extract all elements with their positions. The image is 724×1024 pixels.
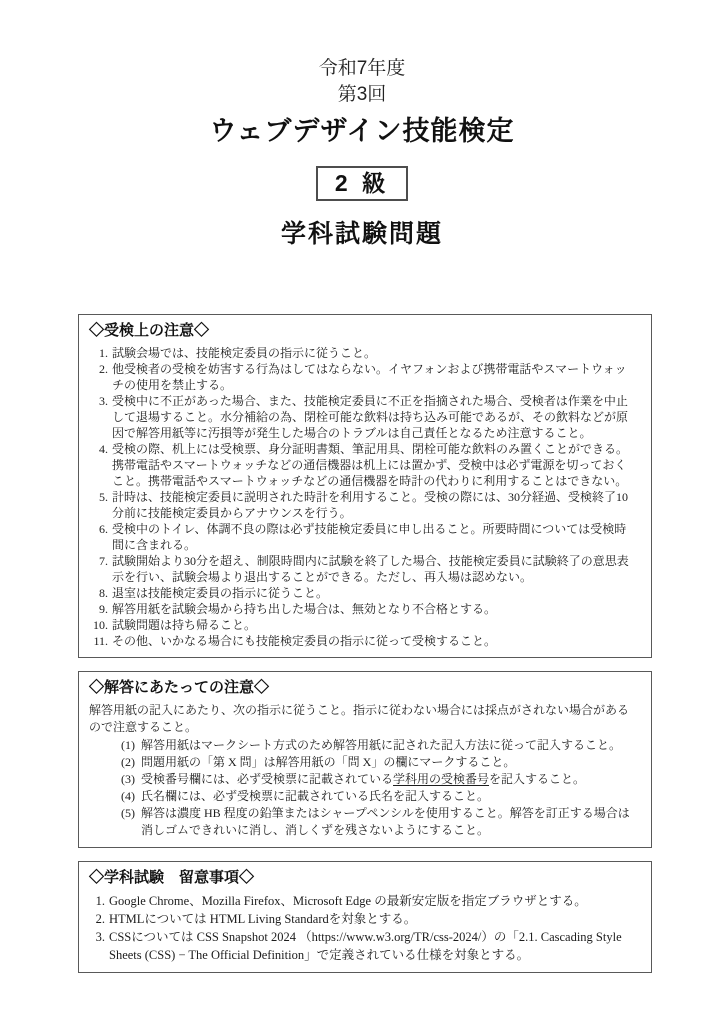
item-number: (5) [121, 806, 135, 820]
item-text: 試験開始より30分を超え、制限時間内に試験を終了した場合、技能検定委員に試験終了の意思表示を行い、試験会場より退出することができる。ただし、再入場は認めない。 [112, 554, 629, 584]
notice-exam-item-11 [89, 633, 637, 649]
grade-badge: 2 級 [316, 166, 408, 201]
item-text: その他、いかなる場合にも技能検定委員の指示に従って受検すること。 [112, 634, 497, 648]
item-number: (2) [121, 755, 135, 769]
item-text: 問題用紙の「第 X 問」は解答用紙の「問 X」の欄にマークすること。 [141, 755, 516, 769]
notice-answer-item-4 [113, 788, 637, 805]
notice-exam-box [78, 314, 652, 658]
item-number: 10. [93, 618, 108, 632]
item-text: CSSについては CSS Snapshot 2024 （https://www.w3.org/TR/css-2024/）の「2.1. Cascading Style Sheets (CSS) − The Official Definition」で定義されている仕様を対象とする。 [109, 930, 622, 962]
notice-written-item-3 [89, 928, 637, 964]
item-number: 11. [93, 634, 108, 648]
notice-answer-heading: ◇解答にあたっての注意◇ [89, 679, 270, 696]
item-text-pre: 受検番号欄には、必ず受検票に記載されている [141, 772, 394, 786]
item-number: 6. [99, 522, 108, 536]
item-number: (1) [121, 738, 135, 752]
item-text-post: を記入すること。 [489, 772, 586, 786]
title-exam-name: ウェブデザイン技能検定 [209, 116, 515, 146]
item-number: 4. [99, 442, 108, 456]
item-text: 計時は、技能検定委員に説明された時計を利用すること。受検の際には、30分経過、受検終了10分前に技能検定委員からアナウンスを行う。 [112, 490, 629, 520]
item-text: 退室は技能検定委員の指示に従うこと。 [112, 586, 329, 600]
notice-exam-item-1 [89, 345, 637, 361]
notice-written-heading: ◇学科試験 留意事項◇ [89, 869, 255, 886]
item-text: 氏名欄には、必ず受検票に記載されている氏名を記入すること。 [141, 789, 490, 803]
notice-answer-item-1 [113, 737, 637, 754]
item-text: Google Chrome、Mozilla Firefox、Microsoft Edge の最新安定版を指定ブラウザとする。 [109, 894, 587, 908]
item-text: HTMLについては HTML Living Standardを対象とする。 [109, 912, 417, 926]
item-number: 2. [95, 912, 105, 926]
notice-exam-item-6 [89, 521, 637, 553]
item-text [141, 771, 637, 788]
item-number: 1. [99, 346, 108, 360]
notice-answer-box [78, 671, 652, 848]
notice-answer-item-5 [113, 805, 637, 839]
item-number: 1. [95, 894, 105, 908]
item-text: 受検中に不正があった場合、また、技能検定委員に不正を指摘された場合、受検者は作業を中止して退場すること。水分補給の為、閉栓可能な飲料は持ち込み可能であるが、その飲料などが原因で解答用紙等に汚損等が発生した場合のトラブルは自己責任となるため注意すること。 [112, 394, 629, 440]
item-number: 7. [99, 554, 108, 568]
item-text: 受検中のトイレ、体調不良の際は必ず技能検定委員に申し出ること。所要時間については受検時間に含まれる。 [112, 522, 627, 552]
item-text: 解答は濃度 HB 程度の鉛筆またはシャープペンシルを使用すること。解答を訂正する場合は消しゴムできれいに消し、消しくずを残さないようにすること。 [141, 806, 630, 837]
item-number: 5. [99, 490, 108, 504]
item-number: 3. [95, 930, 105, 944]
page-subtitle: 学科試験問題 [280, 220, 443, 248]
notice-written-item-2 [89, 910, 637, 928]
item-number: 8. [99, 586, 108, 600]
item-number: (4) [121, 789, 135, 803]
item-number: 2. [99, 362, 108, 376]
item-text-underlined: 学科用の受検番号 [393, 772, 490, 786]
notice-written-item-1 [89, 892, 637, 910]
title-block [0, 0, 724, 251]
title-year: 令和7年度 [318, 58, 406, 79]
notice-exam-item-3 [89, 393, 637, 441]
notice-exam-item-2 [89, 361, 637, 393]
notice-exam-item-8 [89, 585, 637, 601]
item-number: 3. [99, 394, 108, 408]
item-text: 試験会場では、技能検定委員の指示に従うこと。 [112, 346, 377, 360]
notice-answer-item-2 [113, 754, 637, 771]
notice-exam-heading: ◇受検上の注意◇ [89, 322, 210, 339]
notice-exam-item-4 [89, 441, 637, 489]
notice-answer-item-3 [113, 771, 637, 788]
item-number: 9. [99, 602, 108, 616]
item-text: 受検の際、机上には受検票、身分証明書類、筆記用具、閉栓可能な飲料のみ置くことができる。携帯電話やスマートウォッチなどの通信機器は机上には置かず、受検中は必ず電源を切っておくこと。携帯電話やスマートウォッチなどの通信機器を時計の代わりに利用することはできない。 [112, 442, 629, 488]
notice-exam-item-5 [89, 489, 637, 521]
item-number: (3) [121, 772, 135, 786]
title-session: 第3回 [337, 84, 387, 105]
notice-exam-item-9 [89, 601, 637, 617]
notice-written-box [78, 861, 652, 973]
item-text: 試験問題は持ち帰ること。 [112, 618, 257, 632]
notice-answer-intro: 解答用紙の記入にあたり、次の指示に従うこと。指示に従わない場合には採点がされない場合があるので注意すること。 [89, 703, 630, 734]
notice-exam-item-7 [89, 553, 637, 585]
notice-exam-item-10 [89, 617, 637, 633]
item-text: 解答用紙はマークシート方式のため解答用紙に記された記入方法に従って記入すること。 [141, 738, 622, 752]
item-text: 解答用紙を試験会場から持ち出した場合は、無効となり不合格とする。 [112, 602, 497, 616]
item-text: 他受検者の受検を妨害する行為はしてはならない。イヤフォンおよび携帯電話やスマートウォッチの使用を禁止する。 [112, 362, 627, 392]
